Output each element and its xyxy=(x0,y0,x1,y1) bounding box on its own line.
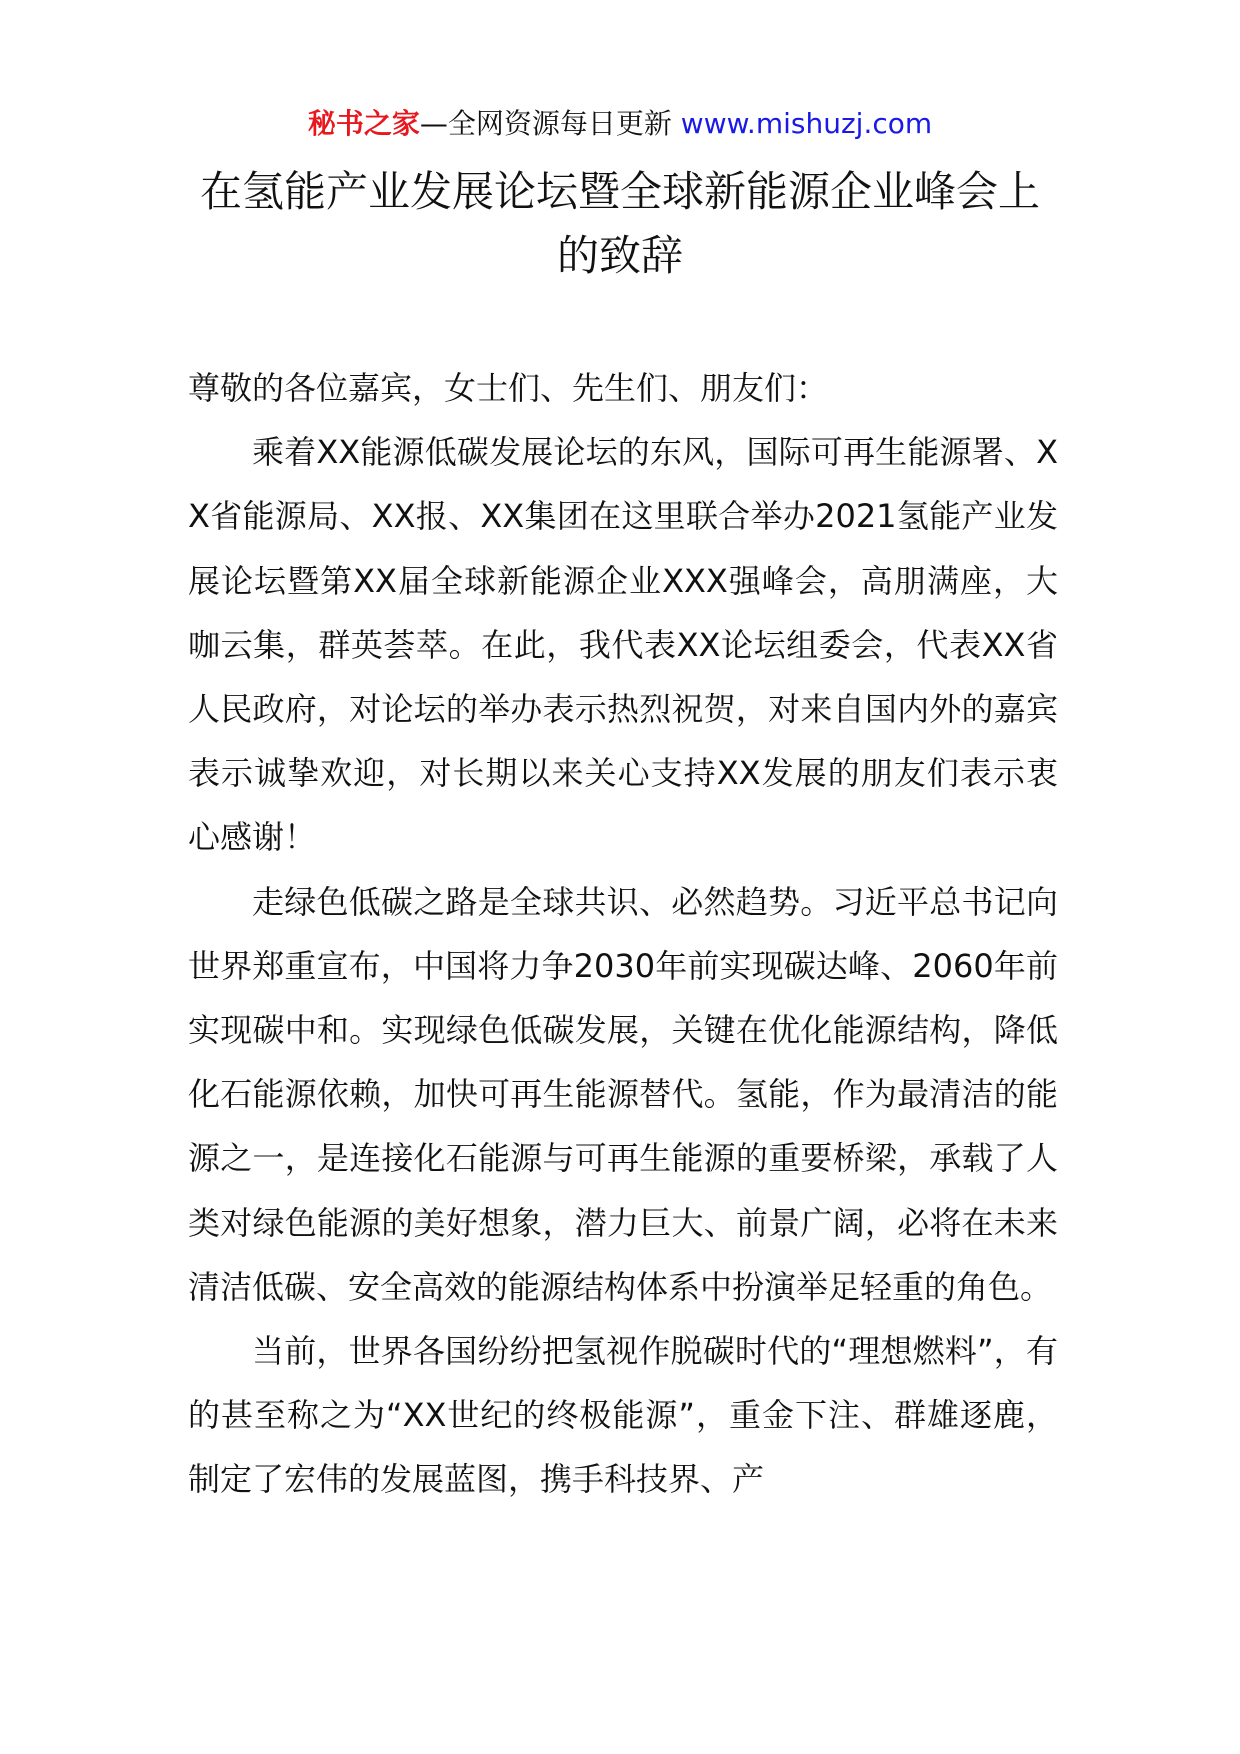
document-title: 在氢能产业发展论坛暨全球新能源企业峰会上的致辞 xyxy=(199,167,1040,280)
site-link[interactable]: www.mishuzj.com xyxy=(680,107,933,140)
brand-name: 秘书之家 xyxy=(307,107,420,140)
greeting-line: 尊敬的各位嘉宾，女士们、先生们、朋友们： xyxy=(188,369,829,407)
body-paragraph: 走绿色低碳之路是全球共识、必然趋势。习近平总书记向世界郑重宣布，中国将力争2030年前实现碳达峰、2060年前实现碳中和。实现绿色低碳发展，关键在优化能源结构，降低化石能源依赖，加快可再生能源替代。氢能，作为最清洁的能源之一，是连接化石能源与可再生能源的重要桥梁，承载了人类对绿色能源的美好想象，潜力巨大、前景广阔，必将在未来清洁低碳、安全高效的能源结构体系中扮演举足轻重的角色。 xyxy=(188,882,1058,1306)
document-body xyxy=(188,356,1058,1512)
site-tagline: —全网资源每日更新 xyxy=(419,107,672,140)
site-header xyxy=(0,104,1240,144)
body-paragraph: 当前，世界各国纷纷把氢视作脱碳时代的“理想燃料”，有的甚至称之为“XX世纪的终极能源”，重金下注、群雄逐鹿，制定了宏伟的发展蓝图，携手科技界、产 xyxy=(188,1332,1058,1499)
body-paragraph: 乘着XX能源低碳发展论坛的东风，国际可再生能源署、XX省能源局、XX报、XX集团在这里联合举办2021氢能产业发展论坛暨第XX届全球新能源企业XXX强峰会，高朋满座，大咖云集，群英荟萃。在此，我代表XX论坛组委会，代表XX省人民政府，对论坛的举办表示热烈祝贺，对来自国内外的嘉宾表示诚挚欢迎，对长期以来关心支持XX发展的朋友们表示衷心感谢！ xyxy=(188,433,1058,857)
